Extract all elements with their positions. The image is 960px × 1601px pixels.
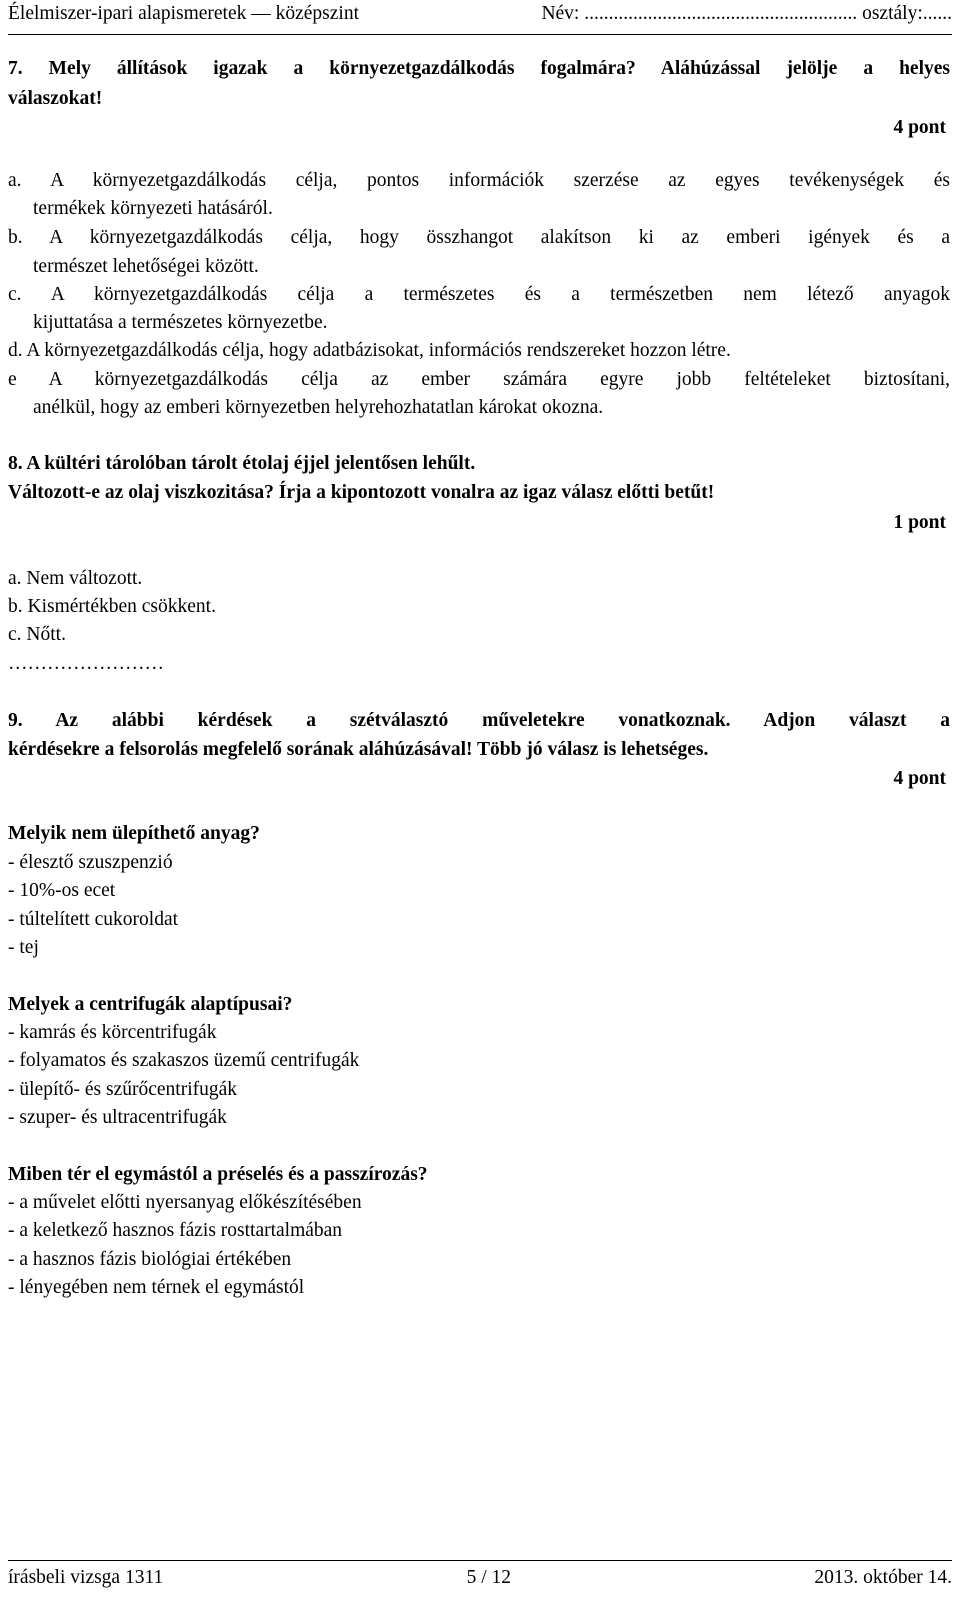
q7-title-line2: válaszokat!: [8, 88, 103, 109]
q9-group1-option[interactable]: - élesztő szuszpenzió: [8, 852, 173, 873]
q9-group3-option[interactable]: - a hasznos fázis biológiai értékében: [8, 1249, 292, 1270]
q9-group2-option[interactable]: - szuper- és ultracentrifugák: [8, 1107, 227, 1128]
q8-option-a: a. Nem változott.: [8, 568, 143, 589]
q9-group2-question: Melyek a centrifugák alaptípusai?: [8, 994, 293, 1015]
q8-option-b: b. Kismértékben csökkent.: [8, 596, 216, 617]
q9-group1-option[interactable]: - tej: [8, 937, 39, 958]
q8-option-c: c. Nőtt.: [8, 624, 66, 645]
q9-group1-option[interactable]: - túltelített cukoroldat: [8, 909, 179, 930]
q9-title-line1: 9. Az alábbi kérdések a szétválasztó műveletekre vonatkoznak. Adjon választ a: [8, 710, 950, 731]
q9-group2-option[interactable]: - kamrás és körcentrifugák: [8, 1022, 217, 1043]
footer-rule: [8, 1560, 952, 1561]
q7-option-a-line2: termékek környezeti hatásáról.: [33, 198, 273, 219]
q9-group3-question: Miben tér el egymástól a préselés és a passzírozás?: [8, 1164, 428, 1185]
page-footer: [8, 1567, 952, 1589]
header-rule: [8, 34, 952, 35]
q7-option-c-line2: kijuttatása a természetes környezetbe.: [33, 312, 328, 333]
page-header: [8, 3, 952, 29]
q7-option-b-line1: b. A környezetgazdálkodás célja, hogy összhangot alakítson ki az emberi igények és a: [8, 227, 950, 248]
header-name-class: Név: ........................................................ osztály:......: [541, 3, 952, 24]
q8-title-line1: 8. A kültéri tárolóban tárolt étolaj éjjel jelentősen lehűlt.: [8, 453, 476, 474]
q9-group3-option[interactable]: - a művelet előtti nyersanyag előkészítésében: [8, 1192, 362, 1213]
q9-group3-option[interactable]: - a keletkező hasznos fázis rosttartalmában: [8, 1220, 343, 1241]
q8-points: 1 pont: [893, 512, 946, 533]
q9-title-line2: kérdésekre a felsorolás megfelelő sorának aláhúzásával! Több jó válasz is lehetséges.: [8, 739, 709, 760]
header-subject: Élelmiszer-ipari alapismeretek — középszint: [8, 3, 360, 24]
q9-group3-option[interactable]: - lényegében nem térnek el egymástól: [8, 1277, 305, 1298]
q7-points: 4 pont: [893, 117, 946, 138]
footer-date: 2013. október 14.: [814, 1567, 952, 1588]
q7-option-b-line2: természet lehetőségei között.: [33, 256, 259, 277]
q9-group1-option[interactable]: - 10%-os ecet: [8, 880, 116, 901]
q7-option-e-line2: anélkül, hogy az emberi környezetben helyrehozhatatlan károkat okozna.: [33, 397, 604, 418]
q9-group2-option[interactable]: - folyamatos és szakaszos üzemű centrifugák: [8, 1050, 360, 1071]
q7-option-d: d. A környezetgazdálkodás célja, hogy adatbázisokat, információs rendszereket hozzon létre.: [8, 340, 731, 361]
footer-exam-code: írásbeli vizsga 1311: [8, 1567, 164, 1588]
q9-group1-question: Melyik nem ülepíthető anyag?: [8, 823, 260, 844]
q7-option-a-line1: a. A környezetgazdálkodás célja, pontos információk szerzése az egyes tevékenységek és: [8, 170, 950, 191]
q7-title-line1: 7. Mely állítások igazak a környezetgazdálkodás fogalmára? Aláhúzással jelölje a helyes: [8, 58, 950, 79]
q9-group2-option[interactable]: - ülepítő- és szűrőcentrifugák: [8, 1079, 238, 1100]
q7-option-e-line1: e A környezetgazdálkodás célja az ember számára egyre jobb feltételeket biztosítani,: [8, 369, 950, 390]
q7-option-c-line1: c. A környezetgazdálkodás célja a természetes és a természetben nem létező anyagok: [8, 284, 950, 305]
q8-title-line2: Változott-e az olaj viszkozitása? Írja a kipontozott vonalra az igaz válasz előtti betűt!: [8, 482, 715, 503]
q9-points: 4 pont: [893, 768, 946, 789]
q8-answer-line[interactable]: ……………………: [8, 653, 164, 674]
footer-page-number: 5 / 12: [466, 1567, 512, 1588]
